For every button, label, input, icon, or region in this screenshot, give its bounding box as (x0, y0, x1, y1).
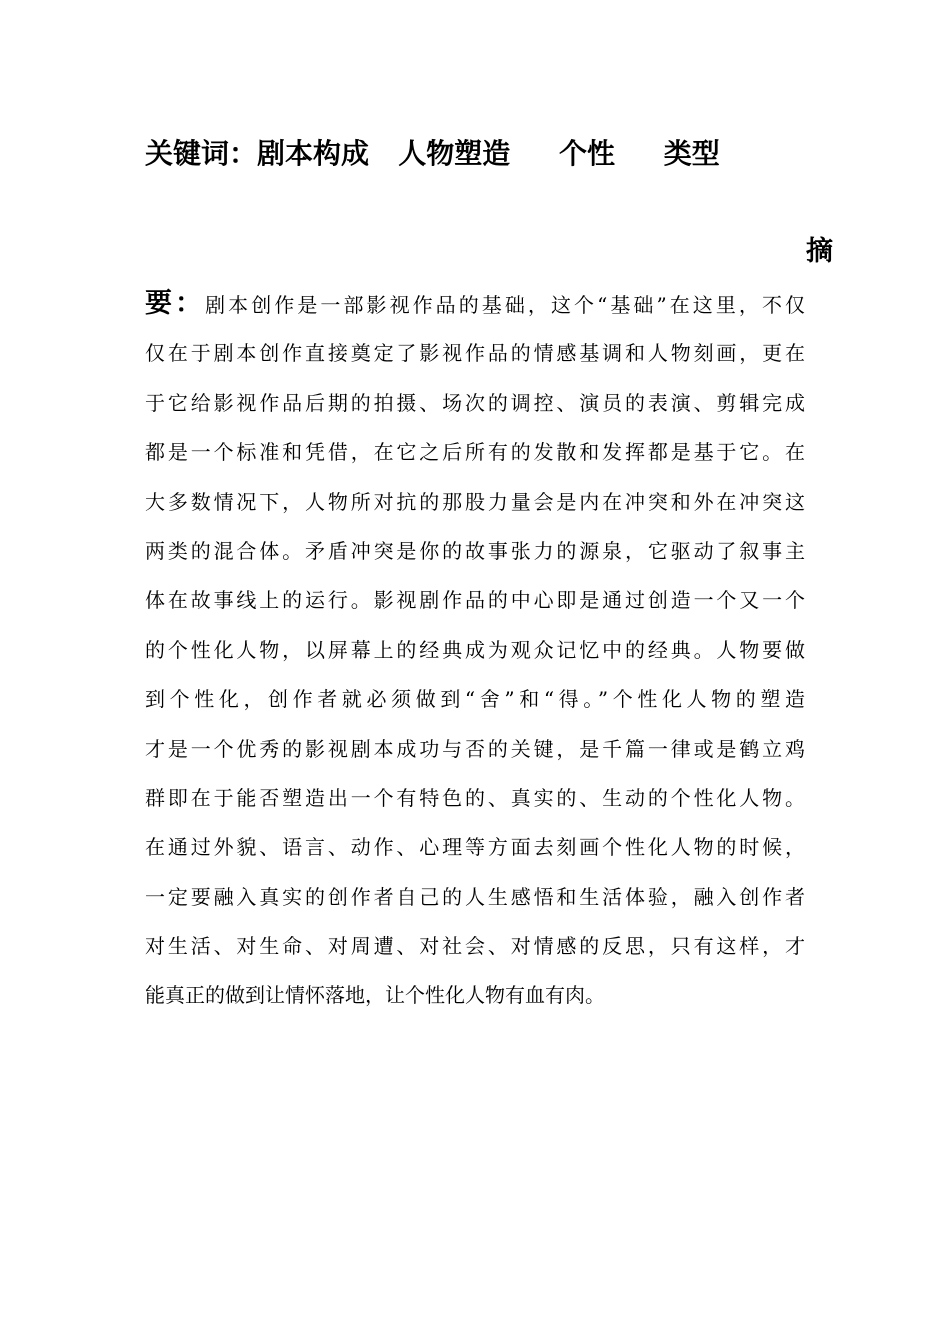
abstract-line: 在通过外貌、语言、动作、心理等方面去刻画个性化人物的时候， (145, 835, 805, 860)
abstract-line: 一定要融入真实的创作者自己的人生感悟和生活体验，融入创作者 (145, 884, 805, 909)
abstract-line: 仅在于剧本创作直接奠定了影视作品的情感基调和人物刻画，更在 (145, 341, 805, 366)
abstract-body (145, 282, 805, 1023)
abstract-line: 大多数情况下，人物所对抗的那股力量会是内在冲突和外在冲突这 (145, 489, 805, 514)
abstract-line: 体在故事线上的运行。影视剧作品的中心即是通过创造一个又一个 (145, 588, 805, 613)
abstract-line: 到个性化，创作者就必须做到“舍”和“得。”个性化人物的塑造 (145, 687, 805, 712)
abstract-line: 群即在于能否塑造出一个有特色的、真实的、生动的个性化人物。 (145, 785, 805, 810)
abstract-label-tail: 要： (145, 288, 206, 319)
abstract-line: 对生活、对生命、对周遭、对社会、对情感的反思，只有这样，才 (145, 934, 805, 959)
abstract-line-text: 剧本创作是一部影视作品的基础，这个“基础”在这里，不仅 (205, 293, 806, 317)
abstract-line: 两类的混合体。矛盾冲突是你的故事张力的源泉，它驱动了叙事主 (145, 538, 805, 563)
abstract-line: 才是一个优秀的影视剧本成功与否的关键，是千篇一律或是鹤立鸡 (145, 736, 805, 761)
abstract-line: 能真正的做到让情怀落地，让个性化人物有血有肉。 (145, 983, 605, 1008)
abstract-line: 于它给影视作品后期的拍摄、场次的调控、演员的表演、剪辑完成 (145, 390, 805, 415)
abstract-line (145, 282, 805, 331)
keywords-line: 关键词：剧本构成 人物塑造 个性 类型 (145, 137, 720, 170)
abstract-label-head: 摘 (806, 236, 833, 267)
abstract-line: 都是一个标准和凭借，在它之后所有的发散和发挥都是基于它。在 (145, 440, 805, 465)
abstract-line: 的个性化人物，以屏幕上的经典成为观众记忆中的经典。人物要做 (145, 637, 805, 662)
